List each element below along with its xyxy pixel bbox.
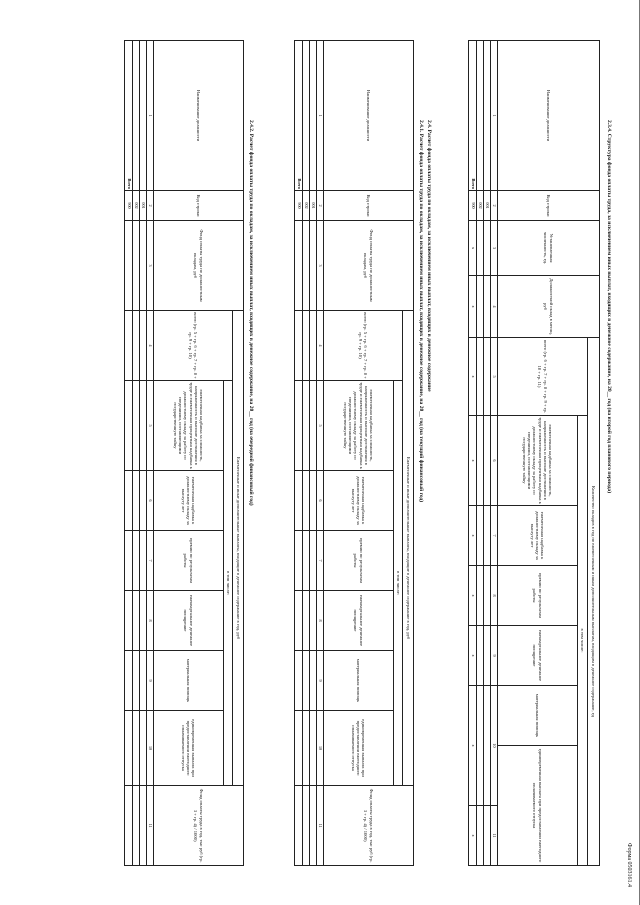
cell[interactable]	[125, 311, 133, 381]
cell[interactable]	[295, 591, 303, 651]
hdr-top: Ежемесячные и иные дополнительные выплаты, входящие в денежное содержание в год, руб	[403, 311, 414, 786]
table-2-3-4	[468, 40, 600, 866]
cell[interactable]	[125, 711, 133, 786]
col-num: 3	[491, 221, 498, 276]
total-code: 900	[295, 191, 303, 221]
x-mark: x	[469, 566, 477, 626]
col-num: 4	[147, 311, 154, 381]
cell[interactable]	[310, 471, 317, 531]
cell[interactable]	[477, 276, 484, 338]
cell[interactable]	[295, 471, 303, 531]
hdr-c6: единовременная выплата при предоставлении ежегодного оплачиваемого отпуска	[498, 746, 578, 866]
hdr-c2: ежемесячная надбавка к должностному окладу за выслугу лет	[498, 506, 578, 566]
col-num: 9	[317, 651, 324, 711]
col-num: 5	[491, 338, 498, 416]
x-mark: x	[469, 506, 477, 566]
cell[interactable]	[295, 786, 303, 866]
hdr-total: всего (гр. 5 + гр. 6 + гр. 7 + гр. 8 + гр. 9 + гр. 10)	[324, 311, 403, 381]
cell[interactable]	[133, 221, 140, 311]
cell[interactable]	[484, 506, 491, 566]
cell[interactable]	[140, 41, 147, 191]
hdr-c5: материальная помощь	[498, 686, 578, 746]
total-label: Всего	[469, 41, 477, 191]
col-num: 7	[147, 531, 154, 591]
cell[interactable]	[310, 381, 317, 471]
x-mark: x	[469, 686, 477, 806]
cell[interactable]	[484, 626, 491, 686]
hdr-c2: ежемесячная надбавка к должностному окладу за выслугу лет	[154, 471, 224, 531]
col-num: 4	[317, 311, 324, 381]
cell[interactable]	[140, 381, 147, 471]
row-code: 002	[133, 191, 140, 221]
col-num: 8	[147, 591, 154, 651]
cell[interactable]	[303, 711, 310, 786]
hdr-c6: единовременная выплата при предоставлении ежегодного оплачиваемого отпуска	[324, 711, 394, 786]
col-num: 3	[317, 221, 324, 311]
row-code: 001	[140, 191, 147, 221]
section-2-3-4-title: 2.3.4. Структура фонда оплаты труда, за исключением иных выплат, входящих в денежное содержание, на 20__ год (на второй год планового периода)	[606, 120, 612, 494]
hdr-salary: Должностной оклад в месяц, руб	[498, 276, 600, 338]
col-num: 11	[491, 806, 498, 866]
hdr-incl: в том числе:	[394, 381, 403, 786]
hdr-c6: единовременная выплата при предоставлении ежегодного оплачиваемого отпуска	[154, 711, 224, 786]
cell[interactable]	[303, 471, 310, 531]
hdr-c2: ежемесячная надбавка к должностному окладу за выслугу лет	[324, 471, 394, 531]
hdr-c3: премии по результатам работы	[498, 566, 578, 626]
col-num: 1	[491, 41, 498, 191]
cell[interactable]	[295, 531, 303, 591]
col-num: 3	[147, 221, 154, 311]
hdr-code: Код строки	[154, 191, 244, 221]
col-num: 6	[317, 471, 324, 531]
cell[interactable]	[484, 806, 491, 866]
col-num: 9	[491, 626, 498, 686]
row-code: 002	[303, 191, 310, 221]
hdr-staff: Установленная численность, ед.	[498, 221, 600, 276]
hdr-c3: премии по результатам работы	[324, 531, 394, 591]
cell[interactable]	[484, 41, 491, 191]
hdr-c5: материальная помощь	[324, 651, 394, 711]
cell[interactable]	[477, 806, 484, 866]
cell[interactable]	[310, 531, 317, 591]
col-num: 10	[317, 711, 324, 786]
cell[interactable]	[133, 591, 140, 651]
hdr-total: всего (гр. 5 + гр. 6 + гр. 7 + гр. 8 + гр. 9 + гр. 10)	[154, 311, 233, 381]
cell[interactable]	[133, 471, 140, 531]
col-num: 5	[147, 381, 154, 471]
cell[interactable]	[310, 41, 317, 191]
col-num: 1	[317, 41, 324, 191]
cell[interactable]	[125, 591, 133, 651]
x-mark: x	[469, 221, 477, 276]
hdr-c4: ежеквартальное денежное поощрение	[498, 626, 578, 686]
x-mark: x	[469, 416, 477, 506]
hdr-total-title: Количество окладов в год по ежемесячным и иным дополнительным выплатам, входящим в денежное содержание, ед	[588, 338, 600, 866]
cell[interactable]	[477, 506, 484, 566]
hdr-c1: ежемесячная надбавка за сложность, напряженность и высокие достижения в труде и ежемесячная процентная надбавка к должностному окладу за работу со сведениями, составляющими государственную тайну	[154, 381, 224, 471]
hdr-c4: ежеквартальное денежное поощрение	[154, 591, 224, 651]
col-num: 10	[147, 711, 154, 786]
hdr-fund: Фонд оплаты труда по должностным окладам, руб	[154, 221, 244, 311]
cell[interactable]	[310, 786, 317, 866]
cell[interactable]	[484, 686, 491, 806]
hdr-incl: в том числе:	[578, 416, 588, 866]
cell[interactable]	[310, 221, 317, 311]
col-num: 2	[317, 191, 324, 221]
cell[interactable]	[133, 651, 140, 711]
cell[interactable]	[477, 686, 484, 806]
col-num: 11	[317, 786, 324, 866]
cell[interactable]	[484, 276, 491, 338]
row-code: 001	[484, 191, 491, 221]
cell[interactable]	[133, 311, 140, 381]
x-mark: x	[469, 338, 477, 416]
cell[interactable]	[125, 221, 133, 311]
cell[interactable]	[303, 311, 310, 381]
col-num: 5	[317, 381, 324, 471]
col-num: 9	[147, 651, 154, 711]
hdr-fund: Фонд оплаты труда по должностным окладам, руб	[324, 221, 414, 311]
cell[interactable]	[125, 651, 133, 711]
cell[interactable]	[310, 651, 317, 711]
row-code: 002	[477, 191, 484, 221]
cell[interactable]	[140, 311, 147, 381]
hdr-code: Код строки	[498, 191, 600, 221]
hdr-position: Наименование должности	[154, 41, 244, 191]
form-number: Форма 0503161.4	[626, 842, 632, 887]
cell[interactable]	[477, 221, 484, 276]
hdr-c1: ежемесячная надбавка за сложность, напряженность и высокие достижения в труде и ежемесячная процентная надбавка к должностному окладу за работу со сведениями, составляющими государственную тайну	[498, 416, 578, 506]
cell[interactable]	[140, 471, 147, 531]
cell[interactable]	[303, 381, 310, 471]
cell[interactable]	[484, 338, 491, 416]
hdr-code: Код строки	[324, 191, 414, 221]
cell[interactable]	[140, 711, 147, 786]
cell[interactable]	[295, 651, 303, 711]
table-2-4-1	[294, 40, 414, 866]
col-num: 11	[147, 786, 154, 866]
cell[interactable]	[310, 711, 317, 786]
col-num: 10	[491, 686, 498, 806]
cell[interactable]	[303, 41, 310, 191]
hdr-total: всего (гр. 6 + гр. 7 + гр. 8 + гр. 9 + гр. 10 + гр. 11)	[498, 338, 588, 416]
cell[interactable]	[484, 566, 491, 626]
col-num: 1	[147, 41, 154, 191]
hdr-c3: премии по результатам работы	[154, 531, 224, 591]
cell[interactable]	[295, 221, 303, 311]
section-2-4-2-title: 2.4.2. Расчет фонда оплаты труда по окладам, за исключением иных выплат, входящих в денежное содержание, на 20__ год (на очередной финансовый год)	[248, 120, 254, 506]
cell[interactable]	[477, 626, 484, 686]
hdr-c1: ежемесячная надбавка за сложность, напряженность и высокие достижения в труде и ежемесячная процентная надбавка к должностному окладу за работу со сведениями, составляющими государственную тайну	[324, 381, 394, 471]
hdr-incl: в том числе:	[224, 381, 233, 786]
table-2-4-2	[124, 40, 244, 866]
cell[interactable]	[295, 311, 303, 381]
cell[interactable]	[140, 221, 147, 311]
total-label: Всего	[125, 41, 133, 191]
section-2-4-title: 2.4. Расчет фонда оплаты труда по окладам, за исключением иных выплат, входящих в денежное содержание	[426, 120, 432, 392]
cell[interactable]	[310, 311, 317, 381]
cell[interactable]	[125, 786, 133, 866]
cell[interactable]	[140, 786, 147, 866]
col-num: 8	[317, 591, 324, 651]
col-num: 2	[147, 191, 154, 221]
hdr-c5: материальная помощь	[154, 651, 224, 711]
cell[interactable]	[484, 221, 491, 276]
cell[interactable]	[477, 338, 484, 416]
cell[interactable]	[295, 711, 303, 786]
cell[interactable]	[303, 221, 310, 311]
cell[interactable]	[125, 471, 133, 531]
cell[interactable]	[140, 651, 147, 711]
x-mark: x	[469, 626, 477, 686]
cell[interactable]	[477, 566, 484, 626]
col-num: 2	[491, 191, 498, 221]
hdr-year: Фонд оплаты труда в год, тыс руб (гр. 3 + гр. 4) / 1000)	[324, 786, 414, 866]
section-2-4-1-title: 2.4.1. Расчет фонда оплаты труда по окладам, за исключением иных выплат, входящих в денежное содержание, на 20__ год (на текущий финансовый год)	[418, 120, 424, 503]
total-label: Всего	[295, 41, 303, 191]
cell[interactable]	[133, 41, 140, 191]
hdr-year: Фонд оплаты труда в год, тыс руб (гр. 3 + гр. 4) / 1000)	[154, 786, 244, 866]
x-mark: x	[469, 806, 477, 866]
col-num: 6	[491, 416, 498, 506]
cell[interactable]	[484, 416, 491, 506]
hdr-position: Наименование должности	[324, 41, 414, 191]
cell[interactable]	[133, 531, 140, 591]
hdr-position: Наименование должности	[498, 41, 600, 191]
col-num: 6	[147, 471, 154, 531]
cell[interactable]	[310, 591, 317, 651]
cell[interactable]	[140, 531, 147, 591]
hdr-top: Ежемесячные и иные дополнительные выплаты, входящие в денежное содержание в год, руб	[233, 311, 244, 786]
col-num: 7	[491, 506, 498, 566]
x-mark: x	[469, 276, 477, 338]
cell[interactable]	[133, 711, 140, 786]
col-num: 7	[317, 531, 324, 591]
cell[interactable]	[303, 651, 310, 711]
row-code: 001	[310, 191, 317, 221]
col-num: 4	[491, 276, 498, 338]
total-code: 900	[469, 191, 477, 221]
cell[interactable]	[303, 786, 310, 866]
cell[interactable]	[303, 591, 310, 651]
cell[interactable]	[295, 381, 303, 471]
hdr-c4: ежеквартальное денежное поощрение	[324, 591, 394, 651]
cell[interactable]	[477, 416, 484, 506]
cell[interactable]	[125, 531, 133, 591]
cell[interactable]	[125, 381, 133, 471]
cell[interactable]	[133, 381, 140, 471]
cell[interactable]	[133, 786, 140, 866]
cell[interactable]	[477, 41, 484, 191]
cell[interactable]	[303, 531, 310, 591]
cell[interactable]	[140, 591, 147, 651]
col-num: 8	[491, 566, 498, 626]
total-code: 900	[125, 191, 133, 221]
